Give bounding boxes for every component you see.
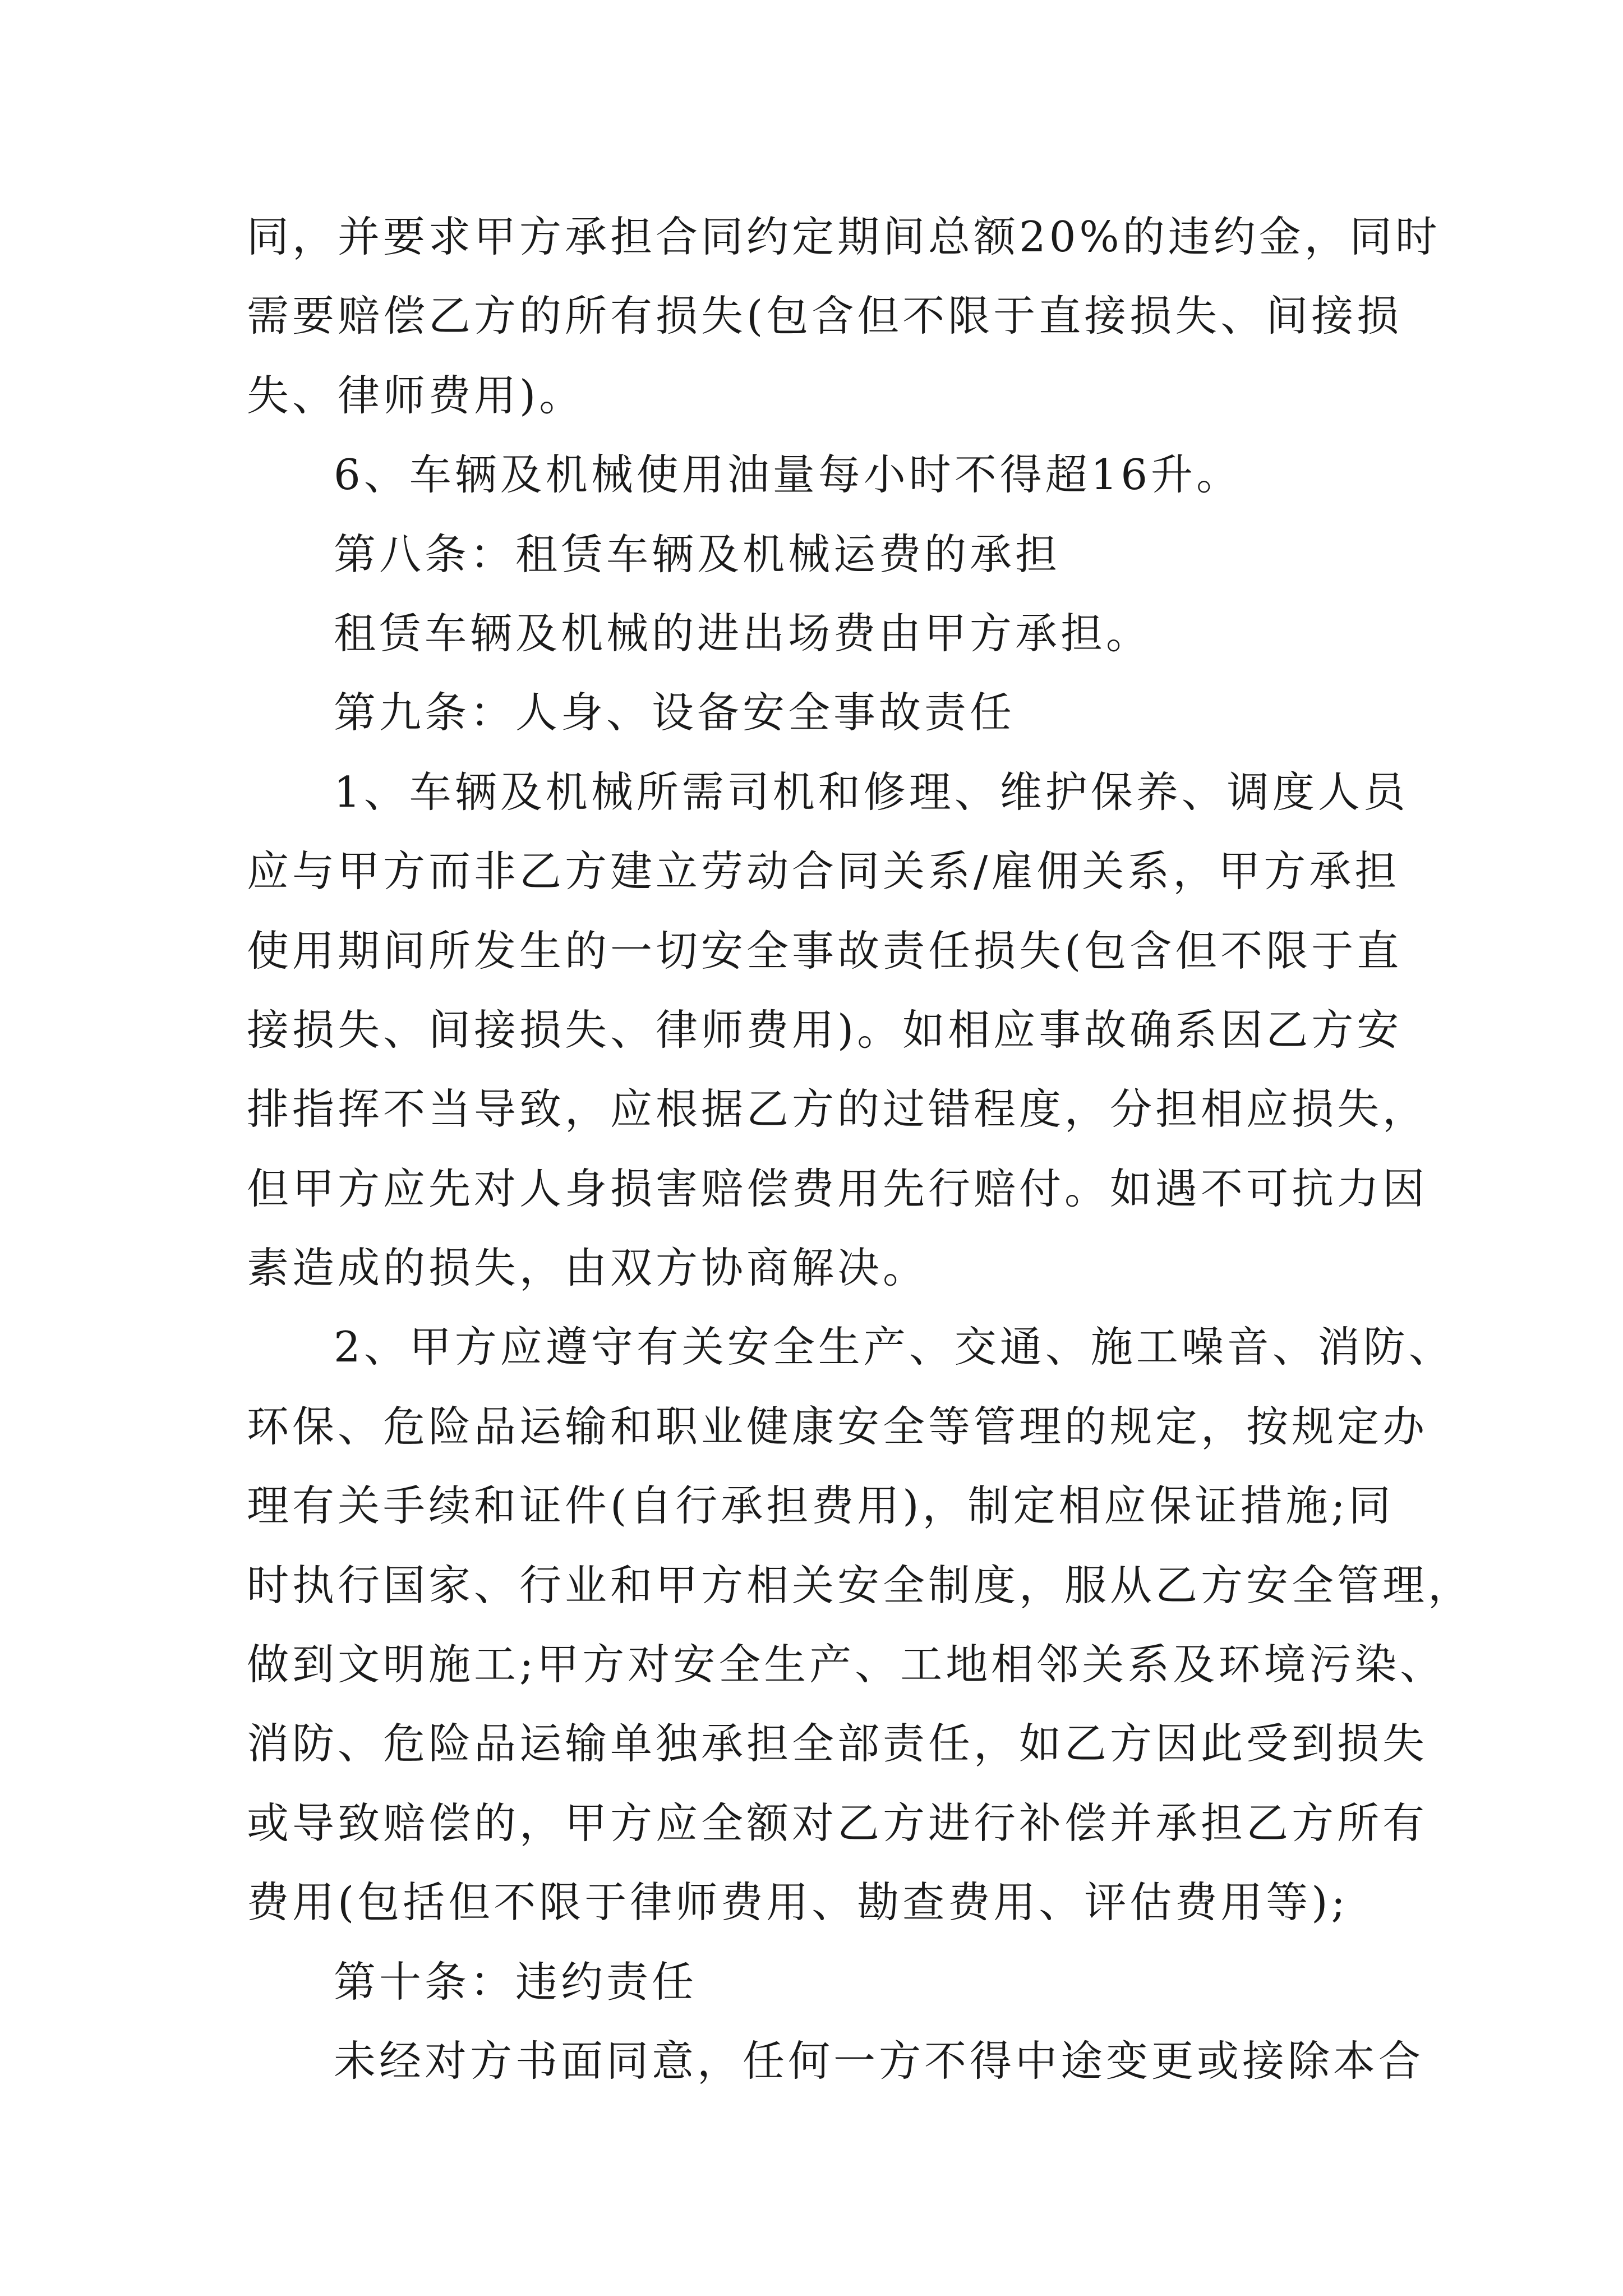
text-line: 但甲方应先对人身损害赔偿费用先行赔付。如遇不可抗力因: [247, 1163, 1428, 1213]
text-line: 需要赔偿乙方的所有损失(包含但不限于直接损失、间接损: [247, 291, 1403, 341]
section-heading: 第十条：违约责任: [334, 1957, 698, 2007]
text-line: 2、甲方应遵守有关安全生产、交通、施工噪音、消防、: [334, 1322, 1454, 1372]
text-line: 排指挥不当导致，应根据乙方的过错程度，分担相应损失，: [247, 1084, 1428, 1134]
text-line: 素造成的损失，由双方协商解决。: [247, 1243, 929, 1293]
document-body: [247, 197, 1474, 2101]
section-heading: 第九条：人身、设备安全事故责任: [334, 688, 1016, 738]
text-line: 1、车辆及机械所需司机和修理、维护保养、调度人员: [334, 767, 1409, 817]
section-heading: 第八条：租赁车辆及机械运费的承担: [334, 529, 1061, 579]
text-line: 做到文明施工;甲方对安全生产、工地相邻关系及环境污染、: [247, 1640, 1446, 1690]
text-line: 环保、危险品运输和职业健康安全等管理的规定，按规定办: [247, 1401, 1428, 1451]
text-line: 时执行国家、行业和甲方相关安全制度，服从乙方安全管理，: [247, 1560, 1474, 1610]
text-line: 未经对方书面同意，任何一方不得中途变更或接除本合: [334, 2036, 1424, 2086]
text-line: 同，并要求甲方承担合同约定期间总额20%的违约金，同时: [247, 212, 1441, 261]
text-line: 理有关手续和证件(自行承担费用)，制定相应保证措施;同: [247, 1481, 1394, 1531]
text-line: 费用(包括但不限于律师费用、勘查费用、评估费用等);: [247, 1878, 1349, 1927]
text-line: 应与甲方而非乙方建立劳动合同关系/雇佣关系，甲方承担: [247, 846, 1400, 896]
text-line: 接损失、间接损失、律师费用)。如相应事故确系因乙方安: [247, 1005, 1403, 1055]
text-line: 6、车辆及机械使用油量每小时不得超16升。: [334, 450, 1242, 500]
text-line: 使用期间所发生的一切安全事故责任损失(包含但不限于直: [247, 926, 1403, 976]
text-line: 消防、危险品运输单独承担全部责任，如乙方因此受到损失: [247, 1719, 1428, 1769]
text-line: 或导致赔偿的，甲方应全额对乙方进行补偿并承担乙方所有: [247, 1798, 1428, 1848]
text-line: 失、律师费用)。: [247, 370, 585, 420]
text-line: 租赁车辆及机械的进出场费由甲方承担。: [334, 608, 1152, 658]
